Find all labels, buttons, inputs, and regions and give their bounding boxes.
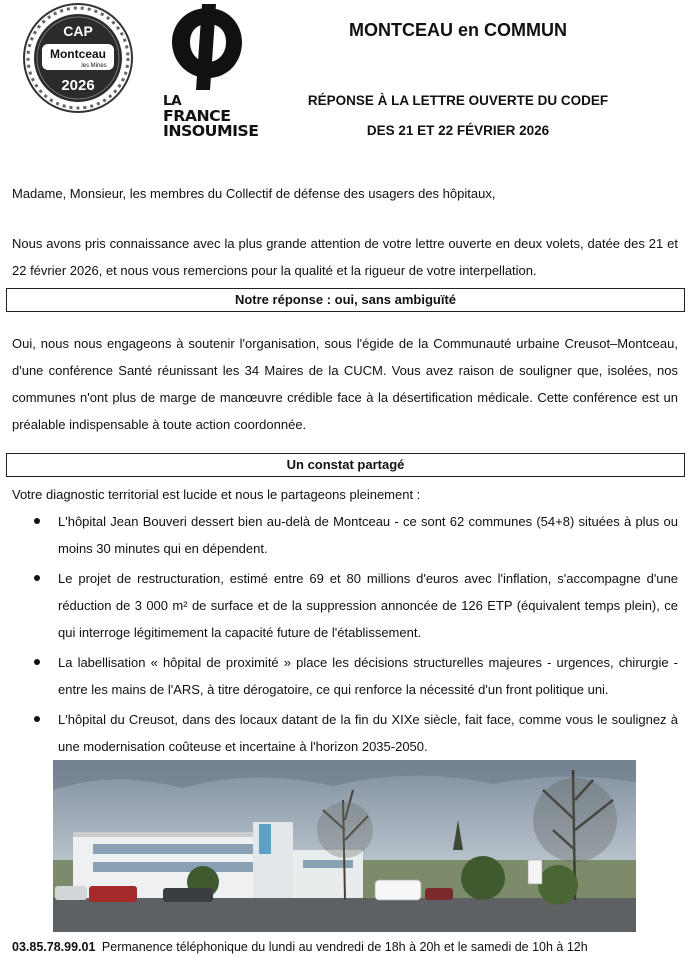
list-item: [12, 565, 678, 646]
lfi-line2: FRANCE: [163, 107, 231, 125]
section1-paragraph: Oui, nous nous engageons à soutenir l'organisation, sous l'égide de la Communauté urbaine Creusot–Montceau, d'une conférence Santé réunissant les 34 Maires de la CUCM. Vous avez raison de souligner que, isolées, nos communes n'ont plus de marge de manœuvre crédible face à la désertification médicale. Cette conférence est un préalable indispensable à toute action coordonnée.: [12, 336, 678, 432]
section2-intro: Votre diagnostic territorial est lucide et nous le partageons pleinement :: [12, 487, 421, 502]
footer-hours: Permanence téléphonique du lundi au vendredi de 18h à 20h et le samedi de 10h à 12h: [101, 940, 588, 954]
section2-title: Un constat partagé: [6, 453, 685, 477]
cap-text: CAP: [63, 23, 93, 39]
list-item: [12, 649, 678, 703]
lfi-wordmark: [163, 94, 258, 139]
salutation: Madame, Monsieur, les membres du Collectif de défense des usagers des hôpitaux,: [12, 186, 496, 201]
list-item: [12, 706, 678, 760]
org-title: MONTCEAU en COMMUN: [349, 20, 567, 40]
list-item-text: L'hôpital du Creusot, dans des locaux datant de la fin du XIXe siècle, fait face, comme vous le soulignez à une modernisation coûteuse et incertaine à l'horizon 2035-2050.: [58, 712, 678, 754]
bullet-icon: [34, 659, 40, 665]
footer-phone: 03.85.78.99.01: [12, 940, 96, 954]
cap-small: les Mines: [81, 63, 107, 69]
diagnostic-list: [12, 508, 678, 763]
footer: [12, 940, 588, 954]
lfi-line3: INSOUMISE: [163, 122, 259, 140]
list-item-text: Le projet de restructuration, estimé entre 69 et 80 millions d'euros avec l'inflation, s'accompagne d'une réduction de 3 000 m² de surface et de la suppression annoncée de 126 ETP (équivalent temps plein), ce qui interroge légitimement la capacité future de l'établissement.: [58, 571, 678, 640]
hospital-photo: [53, 760, 636, 932]
list-item: [12, 508, 678, 562]
list-item-text: La labellisation « hôpital de proximité » place les décisions structurelles majeures - urgences, chirurgie - entre les mains de l'ARS, à titre dérogatoire, ce qui renforce la nécessité d'un front politique uni.: [58, 655, 678, 697]
section1-title: Notre réponse : oui, sans ambiguïté: [6, 288, 685, 312]
lfi-line1: LA: [163, 94, 182, 109]
bullet-icon: [34, 575, 40, 581]
cap-year: 2026: [61, 77, 95, 94]
cap-montceau-2026-logo: [22, 2, 134, 114]
subtitle-line1: RÉPONSE À LA LETTRE OUVERTE DU CODEF: [307, 93, 609, 108]
intro-paragraph: Nous avons pris connaissance avec la plus grande attention de votre lettre ouverte en deux volets, datée des 21 et 22 février 2026, et nous vous remercions pour la qualité et la rigueur de votre interpellation.: [12, 236, 678, 278]
bullet-icon: [34, 518, 40, 524]
bullet-icon: [34, 716, 40, 722]
subtitle-line2: DES 21 ET 22 FÉVRIER 2026: [366, 123, 550, 138]
list-item-text: L'hôpital Jean Bouveri dessert bien au-delà de Montceau - ce sont 62 communes (54+8) situées à plus ou moins 30 minutes qui en dépendent.: [58, 514, 678, 556]
cap-name: Montceau: [49, 47, 107, 61]
